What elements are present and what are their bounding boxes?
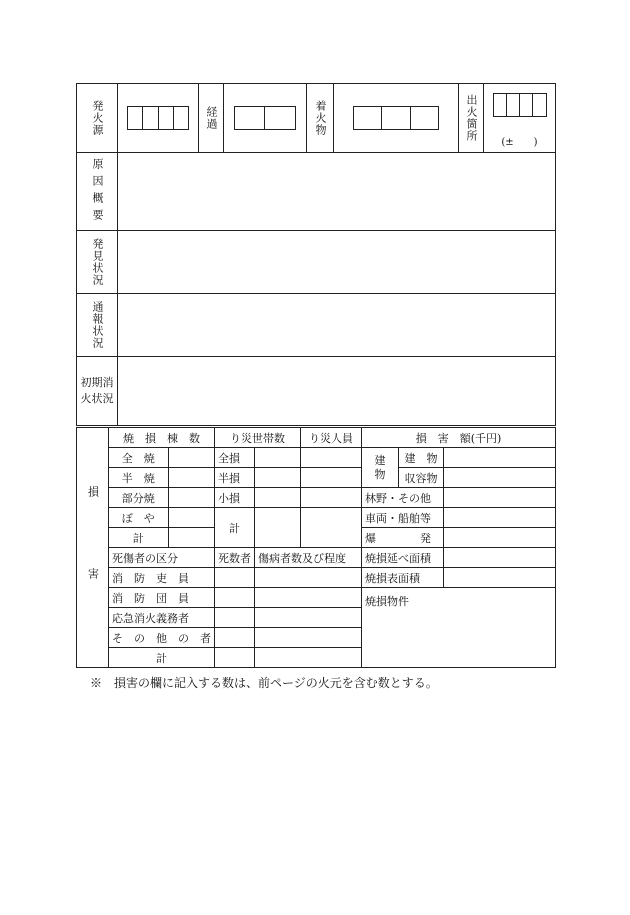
damage-label: 損 害 [77,428,109,668]
fire-origin-code[interactable] [484,84,556,153]
half-loss-label: 半損 [215,468,255,488]
half-burn-label: 半 焼 [109,468,169,488]
forest-label: 林野・その他 [362,488,444,508]
surface-area-value[interactable] [444,568,556,588]
discovery-row [77,231,556,294]
ignition-source-code[interactable] [118,84,199,153]
casualty-category-header: 死傷者の区分 [109,548,215,568]
fire-corps-deaths[interactable] [215,588,255,608]
contents-label: 収容物 [399,468,444,488]
full-loss-label: 全損 [215,448,255,468]
report-row [77,294,556,357]
firefighters-injured[interactable] [255,568,362,588]
process-code[interactable] [224,84,307,153]
forest-amount[interactable] [444,488,556,508]
affected-persons-header: り災人員 [301,428,362,448]
casualty-total-injured[interactable] [255,648,362,668]
firefighters-deaths[interactable] [215,568,255,588]
fire-corps-label: 消 防 団 員 [109,588,215,608]
fire-origin-label: 出火箇所 [459,84,484,153]
burn-total-label: 計 [109,528,169,548]
building-amount[interactable] [444,448,556,468]
footnote: ※ 損害の欄に記入する数は、前ページの火元を含む数とする。 [90,676,438,690]
fire-summary-table [76,83,556,426]
header-row [77,84,556,153]
emergency-duty-deaths[interactable] [215,608,255,628]
ignited-material-label: 着火物 [307,84,334,153]
deaths-header: 死数者 [215,548,255,568]
persons-value-1[interactable] [301,448,362,468]
surface-area-label: 焼損表面積 [362,568,444,588]
small-loss-label: 小損 [215,488,255,508]
persons-value-3[interactable] [301,488,362,508]
half-burn-value[interactable] [168,468,214,488]
half-loss-value[interactable] [255,468,301,488]
initial-extinguishing-field[interactable] [118,357,556,426]
cause-summary-label: 原因概要 [77,153,118,231]
injured-header: 傷病者数及び程度 [255,548,362,568]
discovery-label: 発見状況 [77,231,118,294]
burned-items-label: 焼損物件 [365,595,409,608]
ignited-material-code[interactable] [334,84,459,153]
emergency-duty-label: 応急消火義務者 [109,608,215,628]
small-loss-value[interactable] [255,488,301,508]
vehicle-amount[interactable] [444,508,556,528]
others-label: そ の 他 の 者 [109,628,215,648]
partial-burn-label: 部分焼 [109,488,169,508]
explosion-label: 爆 発 [362,528,444,548]
persons-total-value[interactable] [301,508,362,548]
small-fire-value[interactable] [168,508,214,528]
cause-summary-field[interactable] [118,153,556,231]
partial-burn-value[interactable] [168,488,214,508]
burned-items-field[interactable] [362,588,556,668]
floor-area-value[interactable] [444,548,556,568]
cause-summary-row [77,153,556,231]
full-burn-value[interactable] [168,448,214,468]
ignition-source-label: 発火源 [77,84,118,153]
burned-buildings-header: 焼 損 棟 数 [109,428,215,448]
building-sub-label: 建 物 [399,448,444,468]
report-label: 通報状況 [77,294,118,357]
floor-area-label: 焼損延べ面積 [362,548,444,568]
burn-total-value[interactable] [168,528,214,548]
households-total-value[interactable] [255,508,301,548]
vehicle-label: 車両・船舶等 [362,508,444,528]
damage-table [76,427,556,668]
initial-extinguishing-row [77,357,556,426]
discovery-field[interactable] [118,231,556,294]
contents-amount[interactable] [444,468,556,488]
building-label: 建物 [362,448,399,488]
affected-households-header: り災世帯数 [215,428,301,448]
damage-amount-header: 損 害 額(千円) [362,428,556,448]
initial-extinguishing-label: 初期消火状況 [77,357,118,426]
casualty-total-deaths[interactable] [215,648,255,668]
others-injured[interactable] [255,628,362,648]
others-deaths[interactable] [215,628,255,648]
firefighters-label: 消 防 吏 員 [109,568,215,588]
small-fire-label: ぼ や [109,508,169,528]
full-loss-value[interactable] [255,448,301,468]
casualty-total-label: 計 [109,648,215,668]
explosion-amount[interactable] [444,528,556,548]
report-field[interactable] [118,294,556,357]
emergency-duty-injured[interactable] [255,608,362,628]
persons-value-2[interactable] [301,468,362,488]
tolerance-note: (± ) [501,136,538,148]
fire-corps-injured[interactable] [255,588,362,608]
process-label: 経過 [199,84,224,153]
households-total-label: 計 [215,508,255,548]
full-burn-label: 全 焼 [109,448,169,468]
